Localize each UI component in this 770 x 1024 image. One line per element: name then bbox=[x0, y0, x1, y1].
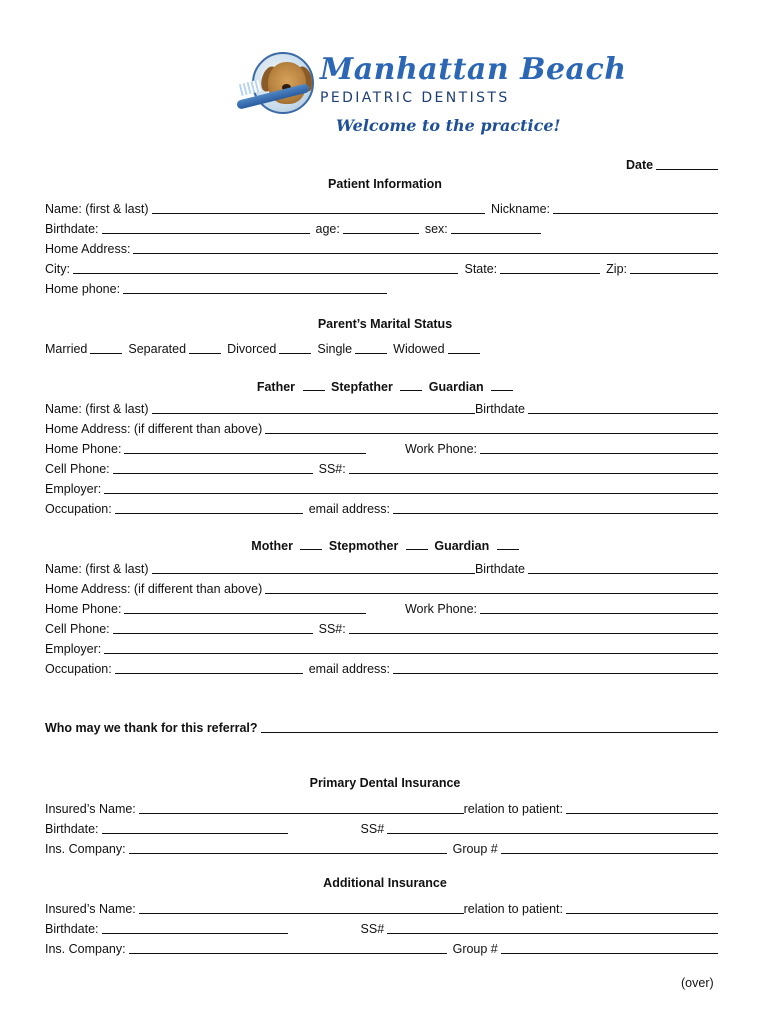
age-label: age: bbox=[315, 222, 340, 236]
mother-work-phone-field[interactable] bbox=[480, 600, 718, 614]
widowed-label: Widowed bbox=[393, 342, 445, 356]
father-name-label: Name: (first & last) bbox=[45, 402, 149, 416]
additional-group-label: Group # bbox=[452, 942, 498, 956]
mother-employer-row bbox=[45, 636, 718, 656]
additional-ss-label: SS# bbox=[360, 922, 385, 936]
mother-employer-field[interactable] bbox=[104, 640, 718, 654]
brand-subtitle: PEDIATRIC DENTISTS bbox=[320, 90, 510, 106]
divorced-field[interactable] bbox=[279, 340, 311, 354]
father-phone-row bbox=[45, 436, 718, 456]
marital-status-row bbox=[45, 336, 718, 356]
mother-address-label: Home Address: (if different than above) bbox=[45, 582, 263, 596]
mother-cell-phone-field[interactable] bbox=[113, 620, 313, 634]
mother-home-phone-label: Home Phone: bbox=[45, 602, 122, 616]
additional-insured-row bbox=[45, 896, 718, 916]
divorced-label: Divorced bbox=[227, 342, 277, 356]
mother-guardian-checkbox[interactable] bbox=[497, 536, 519, 550]
mother-ss-field[interactable] bbox=[349, 620, 718, 634]
additional-relation-label: relation to patient: bbox=[463, 902, 563, 916]
home-address-label: Home Address: bbox=[45, 242, 131, 256]
mother-name-field[interactable] bbox=[152, 560, 475, 574]
father-employer-row bbox=[45, 476, 718, 496]
father-address-label: Home Address: (if different than above) bbox=[45, 422, 263, 436]
father-guardian-checkbox[interactable] bbox=[491, 377, 513, 391]
date-field[interactable] bbox=[656, 156, 718, 170]
primary-insured-row bbox=[45, 796, 718, 816]
father-checkbox[interactable] bbox=[303, 377, 325, 391]
brand-name: Manhattan Beach bbox=[320, 52, 627, 87]
mother-occupation-field[interactable] bbox=[115, 660, 303, 674]
mother-ss-label: SS#: bbox=[318, 622, 346, 636]
father-address-row bbox=[45, 416, 718, 436]
primary-group-field[interactable] bbox=[501, 840, 718, 854]
zip-label: Zip: bbox=[606, 262, 627, 276]
referral-row bbox=[45, 715, 718, 735]
sex-label: sex: bbox=[424, 222, 448, 236]
mother-heading bbox=[0, 536, 770, 553]
single-label: Single bbox=[317, 342, 353, 356]
father-cell-row bbox=[45, 456, 718, 476]
date-label: Date bbox=[626, 158, 654, 172]
patient-info-heading: Patient Information bbox=[328, 177, 442, 191]
father-employer-field[interactable] bbox=[104, 480, 718, 494]
referral-label: Who may we thank for this referral? bbox=[45, 721, 258, 735]
father-work-phone-field[interactable] bbox=[480, 440, 718, 454]
father-heading-guardian: Guardian bbox=[428, 380, 484, 394]
mother-phone-row bbox=[45, 596, 718, 616]
home-phone-label: Home phone: bbox=[45, 282, 121, 296]
primary-relation-field[interactable] bbox=[566, 800, 718, 814]
additional-company-field[interactable] bbox=[129, 940, 447, 954]
primary-insured-name-field[interactable] bbox=[139, 800, 464, 814]
father-ss-label: SS#: bbox=[318, 462, 346, 476]
over-note: (over) bbox=[681, 976, 714, 990]
separated-field[interactable] bbox=[189, 340, 221, 354]
marital-status-heading: Parent’s Marital Status bbox=[317, 317, 453, 331]
father-name-field[interactable] bbox=[152, 400, 475, 414]
primary-birthdate-label: Birthdate: bbox=[45, 822, 99, 836]
separated-label: Separated bbox=[128, 342, 187, 356]
father-occupation-label: Occupation: bbox=[45, 502, 112, 516]
father-ss-field[interactable] bbox=[349, 460, 718, 474]
father-email-field[interactable] bbox=[393, 500, 718, 514]
patient-address-row bbox=[45, 236, 718, 256]
city-field[interactable] bbox=[73, 260, 458, 274]
zip-field[interactable] bbox=[630, 260, 718, 274]
primary-group-label: Group # bbox=[452, 842, 498, 856]
additional-relation-field[interactable] bbox=[566, 900, 718, 914]
father-home-phone-label: Home Phone: bbox=[45, 442, 122, 456]
married-field[interactable] bbox=[90, 340, 122, 354]
mother-name-label: Name: (first & last) bbox=[45, 562, 149, 576]
additional-birthdate-row bbox=[45, 916, 718, 936]
patient-name-label: Name: (first & last) bbox=[45, 202, 149, 216]
city-label: City: bbox=[45, 262, 70, 276]
mother-address-field[interactable] bbox=[265, 580, 718, 594]
father-work-phone-label: Work Phone: bbox=[404, 442, 477, 456]
patient-city-row bbox=[45, 256, 718, 276]
primary-birthdate-row bbox=[45, 816, 718, 836]
mother-work-phone-label: Work Phone: bbox=[404, 602, 477, 616]
patient-name-row bbox=[45, 196, 718, 216]
father-cell-phone-field[interactable] bbox=[113, 460, 313, 474]
mother-occupation-row bbox=[45, 656, 718, 676]
mother-heading-stepmother: Stepmother bbox=[328, 539, 399, 553]
primary-company-row bbox=[45, 836, 718, 856]
mother-cell-phone-label: Cell Phone: bbox=[45, 622, 110, 636]
additional-company-label: Ins. Company: bbox=[45, 942, 126, 956]
mother-heading-mother: Mother bbox=[251, 539, 293, 553]
mother-cell-row bbox=[45, 616, 718, 636]
referral-field[interactable] bbox=[261, 719, 718, 733]
additional-ss-field[interactable] bbox=[387, 920, 718, 934]
patient-birthdate-field[interactable] bbox=[102, 220, 310, 234]
mother-email-label: email address: bbox=[308, 662, 391, 676]
home-phone-field[interactable] bbox=[123, 280, 387, 294]
patient-name-field[interactable] bbox=[152, 200, 485, 214]
mother-name-row bbox=[45, 556, 718, 576]
father-name-row bbox=[45, 396, 718, 416]
mother-birthdate-label: Birthdate bbox=[474, 562, 525, 576]
patient-birthdate-row bbox=[45, 216, 718, 236]
sex-field[interactable] bbox=[451, 220, 541, 234]
father-occupation-row bbox=[45, 496, 718, 516]
date-row bbox=[626, 156, 718, 172]
state-field[interactable] bbox=[500, 260, 600, 274]
primary-insurance-heading: Primary Dental Insurance bbox=[309, 776, 461, 790]
patient-phone-row bbox=[45, 276, 718, 296]
primary-ss-field[interactable] bbox=[387, 820, 718, 834]
primary-company-field[interactable] bbox=[129, 840, 447, 854]
father-heading bbox=[0, 377, 770, 394]
additional-birthdate-field[interactable] bbox=[102, 920, 288, 934]
mother-checkbox[interactable] bbox=[300, 536, 322, 550]
welcome-message: Welcome to the practice! bbox=[336, 116, 561, 135]
father-occupation-field[interactable] bbox=[115, 500, 303, 514]
father-address-field[interactable] bbox=[265, 420, 718, 434]
father-birthdate-label: Birthdate bbox=[474, 402, 525, 416]
married-label: Married bbox=[45, 342, 88, 356]
additional-insurance-heading: Additional Insurance bbox=[323, 876, 447, 890]
primary-birthdate-field[interactable] bbox=[102, 820, 288, 834]
nickname-field[interactable] bbox=[553, 200, 718, 214]
mother-home-phone-field[interactable] bbox=[124, 600, 366, 614]
additional-company-row bbox=[45, 936, 718, 956]
home-address-field[interactable] bbox=[133, 240, 718, 254]
father-heading-stepfather: Stepfather bbox=[331, 380, 393, 394]
mother-birthdate-field[interactable] bbox=[528, 560, 718, 574]
age-field[interactable] bbox=[343, 220, 419, 234]
single-field[interactable] bbox=[355, 340, 387, 354]
primary-insured-name-label: Insured’s Name: bbox=[45, 802, 136, 816]
primary-relation-label: relation to patient: bbox=[463, 802, 563, 816]
mother-heading-guardian: Guardian bbox=[434, 539, 490, 553]
father-cell-phone-label: Cell Phone: bbox=[45, 462, 110, 476]
nickname-label: Nickname: bbox=[490, 202, 550, 216]
mother-email-field[interactable] bbox=[393, 660, 718, 674]
additional-group-field[interactable] bbox=[501, 940, 718, 954]
patient-birthdate-label: Birthdate: bbox=[45, 222, 99, 236]
father-birthdate-field[interactable] bbox=[528, 400, 718, 414]
state-label: State: bbox=[464, 262, 498, 276]
stepmother-checkbox[interactable] bbox=[406, 536, 428, 550]
additional-insured-name-field[interactable] bbox=[139, 900, 464, 914]
father-employer-label: Employer: bbox=[45, 482, 102, 496]
additional-birthdate-label: Birthdate: bbox=[45, 922, 99, 936]
additional-insured-name-label: Insured’s Name: bbox=[45, 902, 136, 916]
father-email-label: email address: bbox=[308, 502, 391, 516]
practice-logo bbox=[236, 50, 627, 150]
widowed-field[interactable] bbox=[448, 340, 480, 354]
mother-employer-label: Employer: bbox=[45, 642, 102, 656]
primary-ss-label: SS# bbox=[360, 822, 385, 836]
father-home-phone-field[interactable] bbox=[124, 440, 366, 454]
stepfather-checkbox[interactable] bbox=[400, 377, 422, 391]
primary-company-label: Ins. Company: bbox=[45, 842, 126, 856]
father-heading-father: Father bbox=[256, 380, 296, 394]
mother-occupation-label: Occupation: bbox=[45, 662, 112, 676]
mother-address-row bbox=[45, 576, 718, 596]
